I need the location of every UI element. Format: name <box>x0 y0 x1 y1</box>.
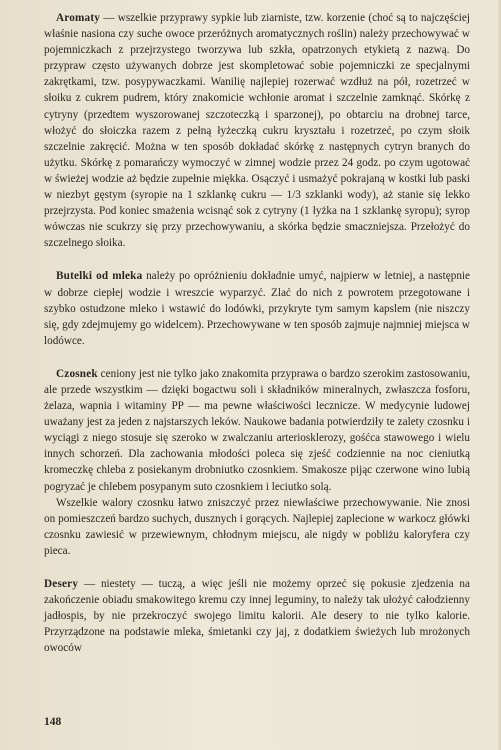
paragraph <box>44 268 470 348</box>
paragraph: Wszelkie walory czosnku łatwo zniszczyć przez niewłaściwe przechowywanie. Nie znosi on pomieszczeń bardzo suchych, dusznych i gorących. Najlepiej zaplecione w warkocz główki czosnku zawiesić w przewiewnym, chłodnym miejscu, ale nigdy w pobliżu kaloryfera czy pieca. <box>44 496 470 557</box>
paragraph <box>44 10 470 251</box>
entry-aromaty <box>44 10 470 251</box>
page-body <box>44 10 470 656</box>
entry-butelki <box>44 268 470 348</box>
entry-term: Czosnek <box>56 367 98 380</box>
entry-term: Butelki od mleka <box>56 270 143 283</box>
paragraph <box>44 576 470 656</box>
page-number: 148 <box>44 716 62 728</box>
entry-czosnek <box>44 366 470 559</box>
entry-desery <box>44 576 470 656</box>
entry-text: — wszelkie przyprawy sypkie lub ziarniste, tzw. korzenie (choć są to najczęściej właśnie nasiona czy suche owoce przeróżnych aromatycznych roślin) należy przechowywać w pojemniczkach z przejrzystego tworzywa lub szkła, opatrzonych etykietą z nazwą. Do przypraw często używanych dobrze jest skompletować sobie pojemniczki ze specjalnymi zakrętkami, tzw. posypywaczkami. Wanilię najlepiej rozerwać wzdłuż na pół, rozetrzeć w słoiku z cukrem pudrem, który znakomicie wchłonie aromat i szczelnie zamknąć. Skórkę z cytryny (przedtem wyszorowanej szczoteczką i sparzonej), po obtarciu na drobnej tarce, włożyć do słoiczka razem z pełną łyżeczką cukru kryształu i rozetrzeć, po czym słoik szczelnie zakręcić. Można w ten sposób dokładać skórkę z następnych cytryn branych do użytku. Skórkę z pomarańczy wymoczyć w zimnej wodzie przez 24 godz. po czym ugotować w świeżej wodzie aż będzie zupełnie miękka. Osączyć i usmażyć pokrajaną w kostki lub paski w niezbyt gęstym (syropie na 1 szklankę cukru — 1/3 szklanki wody), aż stanie się lekko przejrzysta. Pod koniec smażenia wcisnąć sok z cytryny (1 łyżka na 1 szklankę syropu); syrop wówczas nie scukrzy się przy przechowywaniu, a skórka będzie smaczniejsza. Przełożyć do szczelnego słoika. <box>44 12 470 250</box>
entry-text: ceniony jest nie tylko jako znakomita przyprawa o bardzo szerokim zastosowaniu, ale przede wszystkim — dzięki bogactwu soli i składników mineralnych, zwłaszcza fosforu, żelaza, wapnia i witaminy PP — ma pewne właściwości lecznicze. W medycynie ludowej uważany jest za jeden z najstarszych leków. Naukowe badania potwierdziły te zalety czosnku i wyciągi z niego stosuje się szeroko w zwalczaniu arteriosklerozy, gośćca stawowego i wielu innych schorzeń. Dla zachowania młodości poleca się zjeść codziennie na noc cieniutką kromeczkę chleba z posiekanym drobniutko czosnkiem. Smakosze pijąc czerwone wino lubią pogryzać je chlebem posypanym suto czosnkiem i leciutko solą. <box>44 367 470 493</box>
entry-term: Aromaty <box>56 12 101 24</box>
entry-term: Desery <box>44 578 79 590</box>
entry-text: — niestety — tuczą, a więc jeśli nie możemy oprzeć się pokusie zjedzenia na zakończenie obiadu smakowitego kremu czy innej leguminy, to należy tak ułożyć całodzienny jadłospis, by nie przekroczyć swojego limitu kalorii. Ale desery to nie tylko kalorie. Przyrządzone na podstawie mleka, śmietanki czy jaj, z dodatkiem świeżych lub mrożonych owoców <box>44 578 470 655</box>
paragraph <box>44 366 470 495</box>
entry-text: należy po opróżnieniu dokładnie umyć, najpierw w letniej, a następnie w dobrze ciepłej wodzie i wreszcie wyparzyć. Zlać do nich z powrotem przegotowane i szybko ostudzone mleko i wstawić do lodówki, przykryte tym samym kapslem (nie niszczy się, gdy zdejmujemy go widelcem). Przechowywane w ten sposób zajmuje najmniej miejsca w lodówce. <box>44 270 470 347</box>
